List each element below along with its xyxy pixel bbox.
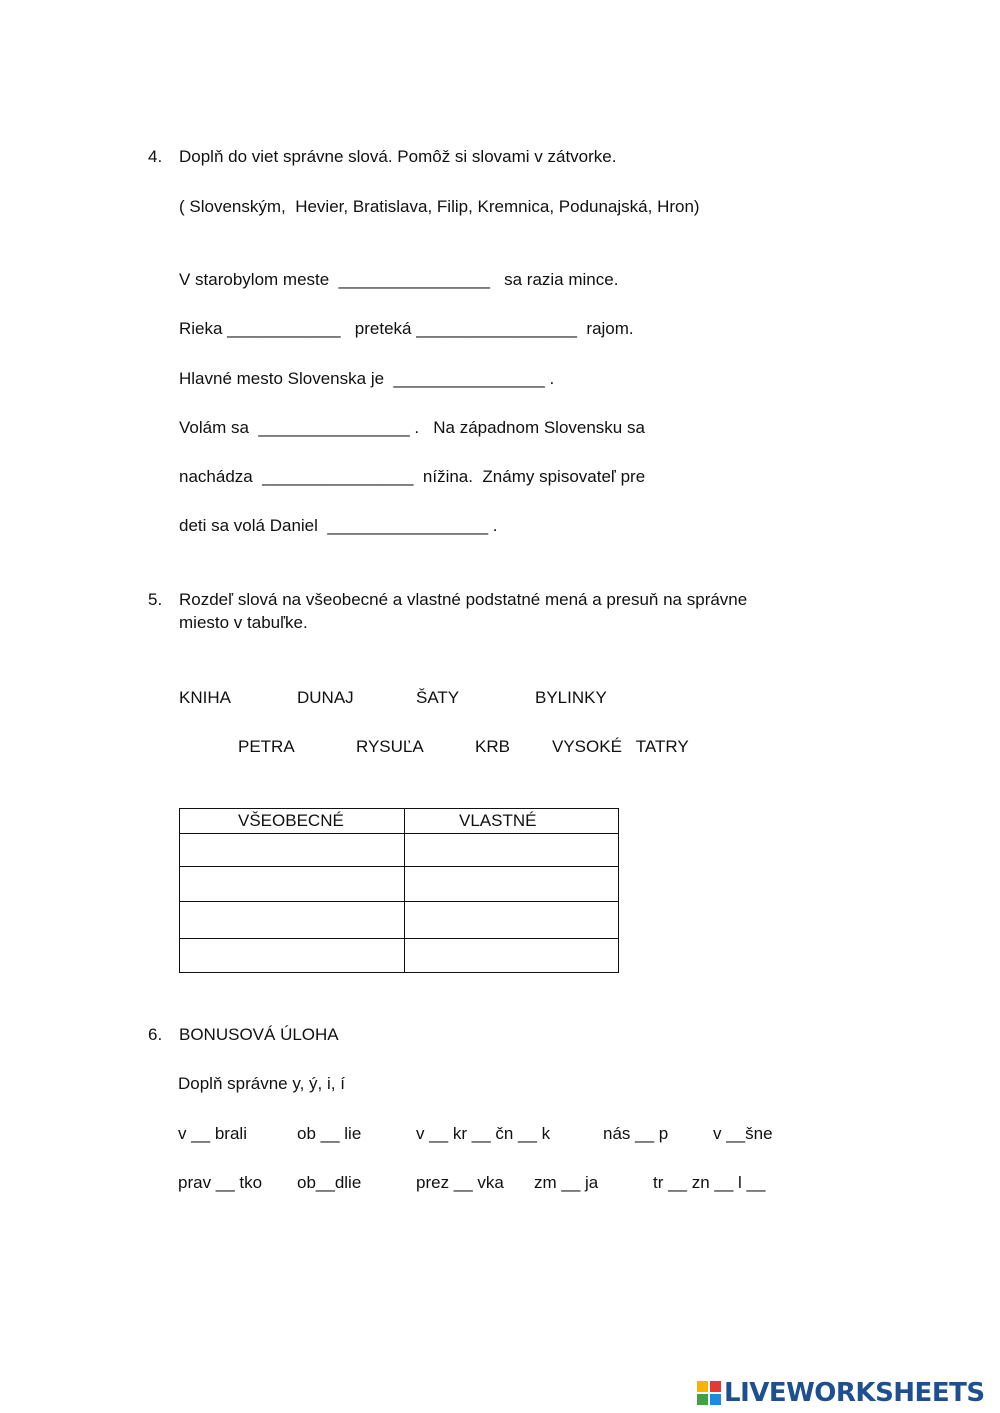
task5-instruction-line1: Rozdeľ slová na všeobecné a vlastné podstatné mená a presuň na správne bbox=[179, 590, 748, 609]
task6-title: BONUSOVÁ ÚLOHA bbox=[179, 1025, 339, 1044]
draggable-word[interactable]: DUNAJ bbox=[297, 688, 354, 707]
draggable-word[interactable]: BYLINKY bbox=[535, 688, 607, 707]
fill-word[interactable]: ob__dlie bbox=[297, 1173, 362, 1192]
draggable-word[interactable]: KNIHA bbox=[179, 688, 231, 707]
logo-text: LIVEWORKSHEETS bbox=[724, 1378, 985, 1408]
sentence-line[interactable]: deti sa volá Daniel _________________ . bbox=[179, 516, 498, 535]
drop-cell[interactable] bbox=[405, 902, 619, 939]
fill-word[interactable]: tr __ zn __ l __ bbox=[653, 1173, 766, 1192]
sentence-line[interactable]: V starobylom meste ________________ sa razia mince. bbox=[179, 270, 619, 289]
drop-cell[interactable] bbox=[180, 867, 405, 902]
drop-cell[interactable] bbox=[180, 834, 405, 867]
task5-number: 5. bbox=[148, 590, 163, 609]
task6-number: 6. bbox=[148, 1025, 163, 1044]
draggable-word[interactable]: VYSOKÉ TATRY bbox=[552, 737, 689, 756]
task4-number: 4. bbox=[148, 147, 163, 166]
fill-word[interactable]: nás __ p bbox=[603, 1124, 669, 1143]
task6-instruction: Doplň správne y, ý, i, í bbox=[178, 1074, 345, 1093]
task4-instruction: Doplň do viet správne slová. Pomôž si slovami v zátvorke. bbox=[179, 147, 617, 166]
column-header-proper: VLASTNÉ bbox=[405, 809, 619, 834]
task5-instruction-line2: miesto v tabuľke. bbox=[179, 613, 308, 632]
fill-word[interactable]: prez __ vka bbox=[416, 1173, 504, 1192]
column-header-general: VŠEOBECNÉ bbox=[180, 809, 405, 834]
fill-word[interactable]: ob __ lie bbox=[297, 1124, 362, 1143]
classification-table bbox=[179, 808, 619, 973]
liveworksheets-logo bbox=[697, 1378, 985, 1408]
logo-blocks-icon bbox=[697, 1381, 721, 1405]
drop-cell[interactable] bbox=[405, 939, 619, 973]
fill-word[interactable]: v __šne bbox=[713, 1124, 773, 1143]
fill-word[interactable]: v __ kr __ čn __ k bbox=[416, 1124, 551, 1143]
draggable-word[interactable]: ŠATY bbox=[416, 688, 460, 707]
task4-word-bank: ( Slovenským, Hevier, Bratislava, Filip, Kremnica, Podunajská, Hron) bbox=[179, 197, 700, 216]
drop-cell[interactable] bbox=[180, 902, 405, 939]
fill-word[interactable]: prav __ tko bbox=[178, 1173, 263, 1192]
fill-word[interactable]: v __ brali bbox=[178, 1124, 247, 1143]
sentence-line[interactable]: Hlavné mesto Slovenska je ________________ . bbox=[179, 369, 555, 388]
fill-word[interactable]: zm __ ja bbox=[534, 1173, 599, 1192]
drop-cell[interactable] bbox=[405, 867, 619, 902]
sentence-line[interactable]: Rieka ____________ preteká _________________ rajom. bbox=[179, 319, 634, 338]
sentence-line[interactable]: Volám sa ________________ . Na západnom Slovensku sa bbox=[179, 418, 645, 437]
draggable-word[interactable]: RYSUĽA bbox=[356, 737, 424, 756]
draggable-word[interactable]: PETRA bbox=[238, 737, 295, 756]
drop-cell[interactable] bbox=[180, 939, 405, 973]
drop-cell[interactable] bbox=[405, 834, 619, 867]
sentence-line[interactable]: nachádza ________________ nížina. Známy spisovateľ pre bbox=[179, 467, 646, 486]
draggable-word[interactable]: KRB bbox=[475, 737, 510, 756]
